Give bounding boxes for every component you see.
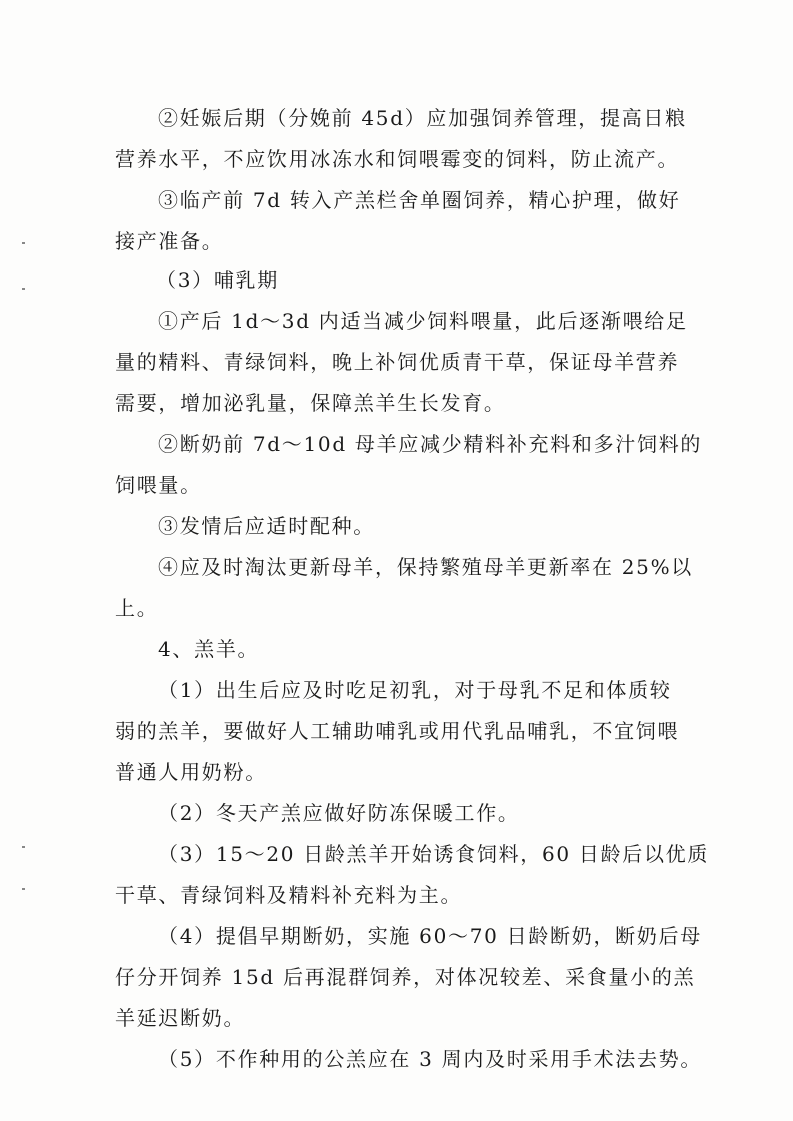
- body-line: （2）冬天产羔应做好防冻保暖工作。: [158, 801, 520, 825]
- scan-mark: [22, 242, 25, 244]
- section-heading: （3）哺乳期: [156, 268, 279, 292]
- body-line: ④应及时淘汰更新母羊，保持繁殖母羊更新率在 25%以: [158, 555, 694, 579]
- body-line: ②断奶前 7d～10d 母羊应减少精料补充料和多汁饲料的: [158, 432, 703, 456]
- body-line: ③发情后应适时配种。: [158, 514, 375, 538]
- body-line: ①产后 1d～3d 内适当减少饲料喂量，此后逐渐喂给足: [158, 309, 688, 333]
- body-line: （5）不作种用的公羔应在 3 周内及时采用手术法去势。: [158, 1047, 703, 1071]
- body-line: 弱的羔羊，要做好人工辅助哺乳或用代乳品哺乳，不宜饲喂: [115, 719, 680, 743]
- scan-mark: [22, 888, 25, 890]
- body-line: （3）15～20 日龄羔羊开始诱食饲料，60 日龄后以优质: [158, 842, 710, 866]
- scan-mark: [22, 846, 25, 848]
- body-line: 饲喂量。: [115, 473, 202, 497]
- body-line: 干草、青绿饲料及精料补充料为主。: [115, 883, 463, 907]
- body-line: 接产准备。: [115, 229, 224, 253]
- body-line: 羊延迟断奶。: [115, 1006, 246, 1030]
- body-line: 营养水平，不应饮用冰冻水和饲喂霉变的饲料，防止流产。: [115, 147, 680, 171]
- body-line: 仔分开饲养 15d 后再混群饲养，对体况较差、采食量小的羔: [115, 965, 696, 989]
- body-line: 量的精料、青绿饲料，晚上补饲优质青干草，保证母羊营养: [115, 350, 680, 374]
- body-line: 需要，增加泌乳量，保障羔羊生长发育。: [115, 391, 506, 415]
- scan-mark: [22, 288, 25, 290]
- body-line: 上。: [115, 596, 159, 620]
- body-line: （4）提倡早期断奶，实施 60～70 日龄断奶，断奶后母: [158, 924, 702, 948]
- body-line: （1）出生后应及时吃足初乳，对于母乳不足和体质较: [158, 678, 672, 702]
- section-heading: 4、羔羊。: [158, 637, 260, 661]
- body-line: ②妊娠后期（分娩前 45d）应加强饲养管理，提高日粮: [158, 106, 687, 130]
- body-line: ③临产前 7d 转入产羔栏舍单圈饲养，精心护理，做好: [158, 188, 681, 212]
- body-line: 普通人用奶粉。: [115, 760, 267, 784]
